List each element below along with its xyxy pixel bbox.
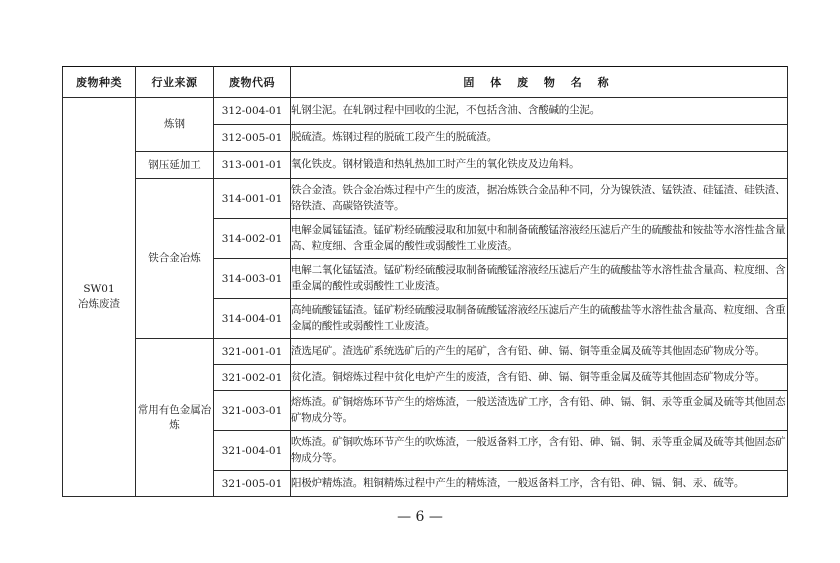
industry-cell-steelmaking: 炼钢 xyxy=(136,98,214,152)
category-cell xyxy=(63,98,136,497)
table-row xyxy=(63,339,788,365)
waste-code: 312-004-01 xyxy=(214,98,291,125)
table-row xyxy=(63,152,788,179)
header-category: 废物种类 xyxy=(63,67,136,98)
table-row xyxy=(63,98,788,125)
waste-description: 电解二氧化锰锰渣。锰矿粉经硫酸浸取制备硫酸锰溶液经压滤后产生的硫酸盐等水溶性盐含量高、粒度细、含重金属的酸性或弱酸性工业废渣。 xyxy=(291,259,788,299)
header-code: 废物代码 xyxy=(214,67,291,98)
industry-cell-nonferrous: 常用有色金属冶炼 xyxy=(136,339,214,497)
category-code: SW01 xyxy=(83,283,115,295)
waste-code: 314-001-01 xyxy=(214,179,291,219)
waste-description: 吹炼渣。矿铜吹炼环节产生的吹炼渣，一般返备料工序，含有铅、砷、镉、铜、汞等重金属及硫等其他固态矿物成分等。 xyxy=(291,431,788,471)
waste-code: 312-005-01 xyxy=(214,125,291,152)
waste-code: 314-002-01 xyxy=(214,219,291,259)
page-number: — 6 — xyxy=(397,509,443,525)
waste-code: 321-001-01 xyxy=(214,339,291,365)
header-row xyxy=(63,67,788,98)
waste-code: 321-005-01 xyxy=(214,471,291,497)
waste-catalog-table xyxy=(62,66,788,497)
header-industry: 行业来源 xyxy=(136,67,214,98)
waste-code: 314-004-01 xyxy=(214,299,291,339)
waste-description: 轧钢尘泥。在轧钢过程中回收的尘泥，不包括含油、含酸碱的尘泥。 xyxy=(291,98,788,125)
waste-description: 脱硫渣。炼钢过程的脱硫工段产生的脱硫渣。 xyxy=(291,125,788,152)
waste-description: 电解金属锰锰渣。锰矿粉经硫酸浸取和加氨中和制备硫酸锰溶液经压滤后产生的硫酸盐和铵盐等水溶性盐含量高、粒度细、含重金属的酸性或弱酸性工业废渣。 xyxy=(291,219,788,259)
waste-code: 313-001-01 xyxy=(214,152,291,179)
table-row xyxy=(63,179,788,219)
waste-code: 314-003-01 xyxy=(214,259,291,299)
waste-description: 铁合金渣。铁合金冶炼过程中产生的废渣，据冶炼铁合金品种不同，分为镍铁渣、锰铁渣、硅锰渣、硅铁渣、铬铁渣、高碳铬铁渣等。 xyxy=(291,179,788,219)
waste-description: 贫化渣。铜熔炼过程中贫化电炉产生的废渣，含有铅、砷、镉、铜等重金属及硫等其他固态矿物成分等。 xyxy=(291,365,788,391)
waste-description: 高纯硫酸锰锰渣。锰矿粉经硫酸浸取制备硫酸锰溶液经压滤后产生的硫酸盐等水溶性盐含量高、粒度细、含重金属的酸性或弱酸性工业废渣。 xyxy=(291,299,788,339)
industry-cell-steel-rolling: 钢压延加工 xyxy=(136,152,214,179)
waste-code: 321-002-01 xyxy=(214,365,291,391)
waste-code: 321-003-01 xyxy=(214,391,291,431)
waste-description: 渣选尾矿。渣选矿系统选矿后的产生的尾矿，含有铅、砷、镉、铜等重金属及硫等其他固态矿物成分等。 xyxy=(291,339,788,365)
category-name: 冶炼废渣 xyxy=(78,298,120,310)
header-name: 固 体 废 物 名 称 xyxy=(291,67,788,98)
waste-description: 氧化铁皮。钢材锻造和热轧热加工时产生的氧化铁皮及边角料。 xyxy=(291,152,788,179)
waste-description: 阳极炉精炼渣。粗铜精炼过程中产生的精炼渣，一般返备料工序，含有铅、砷、镉、铜、汞、硫等。 xyxy=(291,471,788,497)
waste-description: 熔炼渣。矿铜熔炼环节产生的熔炼渣，一般送渣选矿工序，含有铅、砷、镉、铜、汞等重金属及硫等其他固态矿物成分等。 xyxy=(291,391,788,431)
waste-code: 321-004-01 xyxy=(214,431,291,471)
industry-cell-ferroalloy: 铁合金冶炼 xyxy=(136,179,214,339)
